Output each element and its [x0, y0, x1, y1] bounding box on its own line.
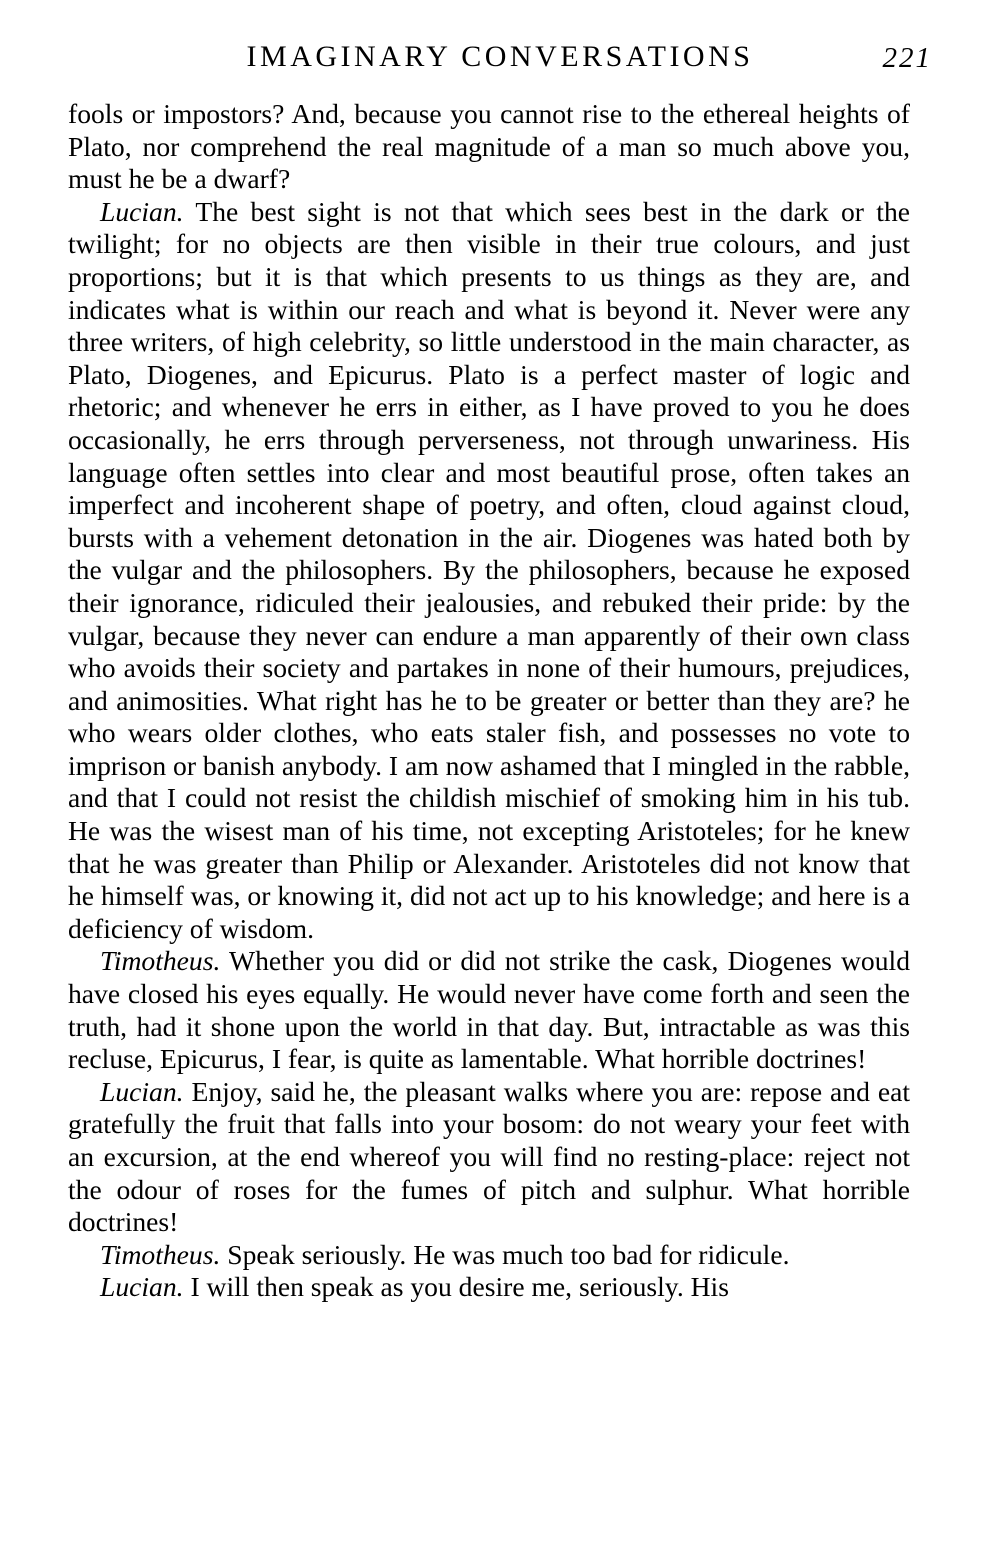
- speaker-name: Lucian.: [100, 1271, 184, 1303]
- paragraph: [68, 98, 910, 196]
- paragraph-text: fools or impostors? And, because you cannot rise to the ethereal heights of Plato, nor comprehend the real magnitude of a man so much above you, must he be a dwarf?: [68, 98, 910, 195]
- paragraph-text: Whether you did or did not strike the cask, Diogenes would have closed his eyes equally. He would never have come forth and seen the truth, had it shone upon the world in that day. But, intractable as was this recluse, Epicurus, I fear, is quite as lamentable. What horrible doctrines!: [68, 945, 910, 1075]
- page-number: 221: [882, 42, 932, 74]
- page-header: [68, 40, 932, 84]
- paragraph-text: The best sight is not that which sees best in the dark or the twilight; for no objects are then visible in their true colours, and just proportions; but it is that which presents to us things as they are, and indicates what is within our reach and what is beyond it. Never were any three writers, of high celebrity, so little understood in the main character, as Plato, Diogenes, and Epicurus. Plato is a perfect master of logic and rhetoric; and whenever he errs in either, as I have proved to you he does occasionally, he errs through perverseness, not through unwariness. His language often settles into clear and most beautiful prose, often takes an imperfect and incoherent shape of poetry, and often, cloud against cloud, bursts with a vehement detonation in the air. Diogenes was hated both by the vulgar and the philosophers. By the philosophers, because he exposed their ignorance, ridiculed their jealousies, and rebuked their pride: by the vulgar, because they never can endure a man apparently of their own class who avoids their society and partakes in none of their humours, prejudices, and animosities. What right has he to be greater or better than they are? he who wears older clothes, who eats staler fish, and possesses no vote to imprison or banish anybody. I am now ashamed that I mingled in the rabble, and that I could not resist the childish mischief of smoking him in his tub. He was the wisest man of his time, not excepting Aristoteles; for he knew that he was greater than Philip or Alexander. Aristoteles did not know that he himself was, or knowing it, did not act up to his knowledge; and here is a deficiency of wisdom.: [68, 195, 910, 944]
- speaker-name: Lucian.: [100, 1075, 184, 1107]
- speaker-name: Lucian.: [100, 195, 184, 227]
- paragraph: [68, 1076, 910, 1239]
- paragraph: [68, 945, 910, 1075]
- paragraph-text: Enjoy, said he, the pleasant walks where you are: repose and eat gratefully the fruit that falls into your bosom: do not weary your feet with an excursion, at the end whereof you will find no resting-place: reject not the odour of roses for the fumes of pitch and sulphur. What horrible doctrines!: [68, 1075, 910, 1238]
- speaker-name: Timotheus.: [100, 1238, 221, 1270]
- paragraph: [68, 1239, 910, 1272]
- body-text: [68, 98, 910, 1304]
- speaker-name: Timotheus.: [100, 945, 221, 977]
- running-title: IMAGINARY CONVERSATIONS: [246, 40, 754, 73]
- paragraph: [68, 1271, 910, 1304]
- paragraph-text: Speak seriously. He was much too bad for ridicule.: [220, 1238, 790, 1270]
- paragraph-text: I will then speak as you desire me, seriously. His: [183, 1271, 729, 1303]
- paragraph: [68, 196, 910, 946]
